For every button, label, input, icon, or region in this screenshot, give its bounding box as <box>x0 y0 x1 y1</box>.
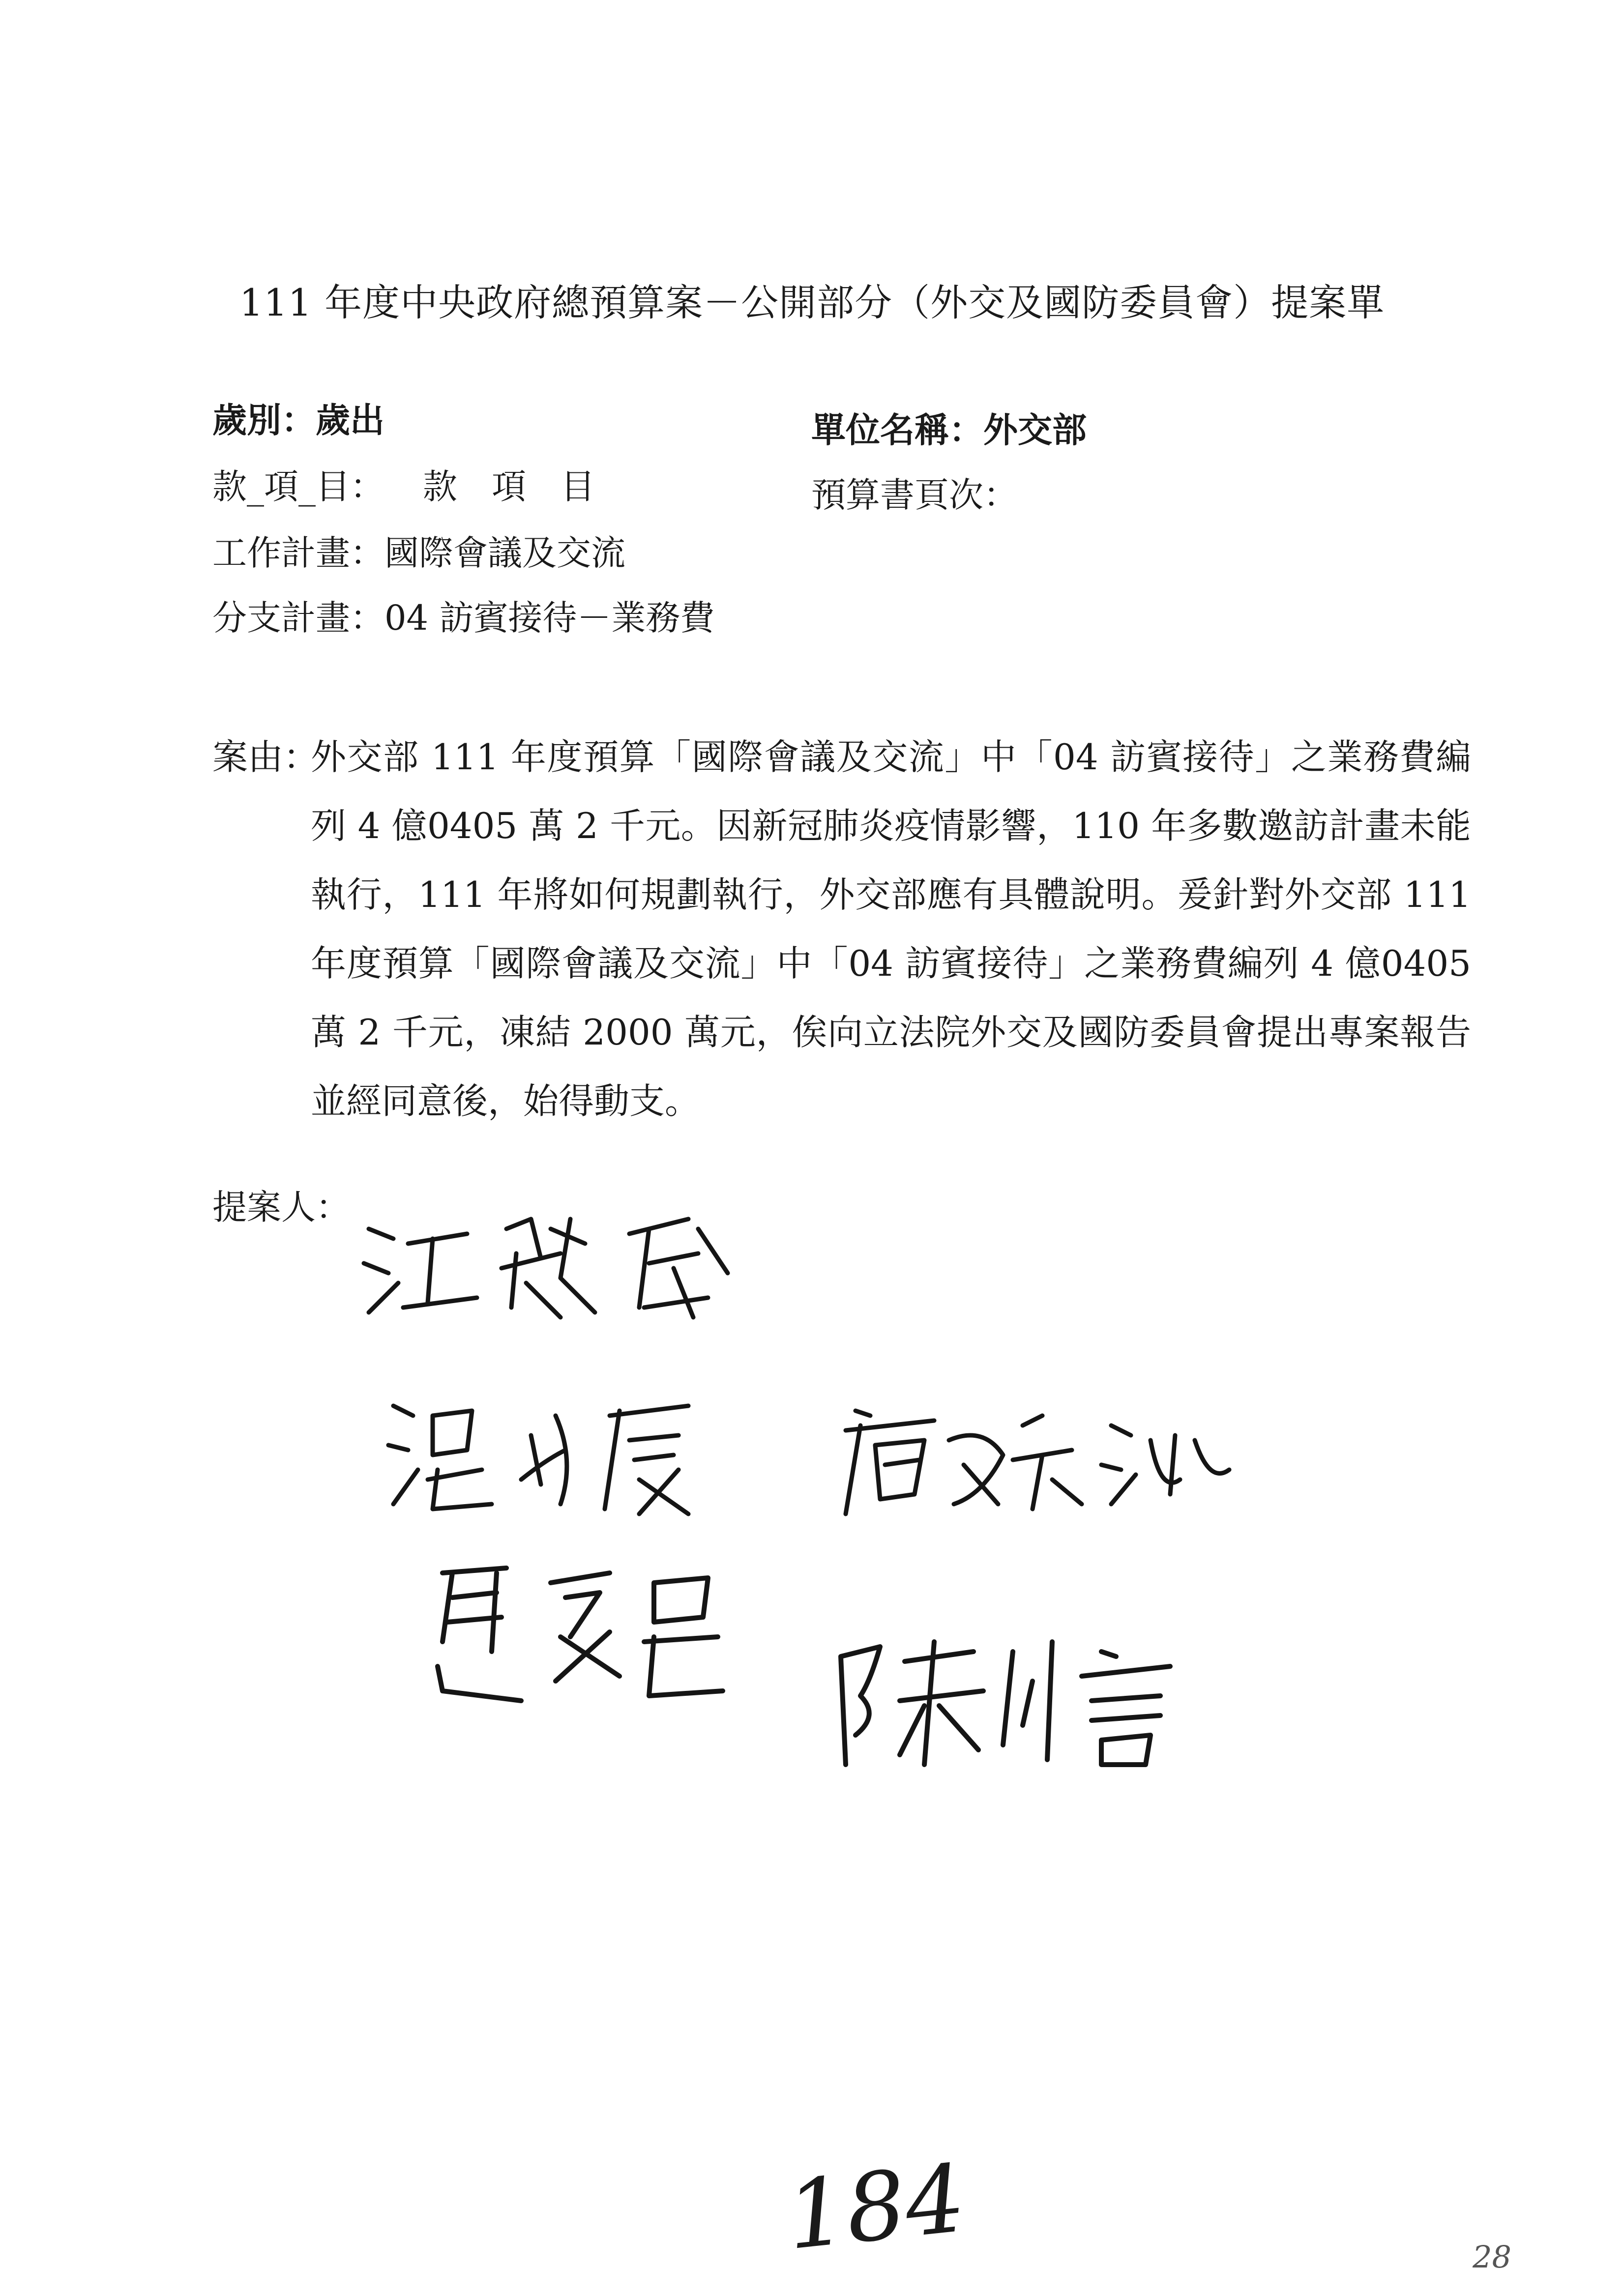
budget-page-label: 預算書頁次： <box>811 475 1018 515</box>
signature-2 <box>384 1386 777 1526</box>
proposer-label: 提案人： <box>212 1187 350 1227</box>
document-title: 111 年度中央政府總預算案－公開部分（外交及國防委員會）提案單 <box>239 281 1385 324</box>
subject-section <box>212 723 1471 1135</box>
subject-text: 外交部 111 年度預算「國際會議及交流」中「04 訪賓接待」之業務費編列 4 億0405 萬 2 千元。因新冠肺炎疫情影響，110 年多數邀訪計畫未能執行，111 年將如何規劃執行，外交部應有具體說明。爰針對外交部 111 年度預算「國際會議及交流」中「04 訪賓接待」之業務費編列 4 億0405 萬 2 千元，凍結 2000 萬元，俟向立法院外交及國防委員會提出專案報告並經同意後，始得動支。 <box>311 736 1471 1122</box>
branch-plan: 分支計畫：04 訪賓接待－業務費 <box>212 598 715 638</box>
category-label: 歲別：歲出 <box>212 400 384 440</box>
signature-3 <box>836 1396 1239 1526</box>
signature-4 <box>423 1553 777 1713</box>
item-value: 款 項 目 <box>423 466 595 507</box>
work-plan: 工作計畫：國際會議及交流 <box>212 533 625 573</box>
item-label: 款_項_目： <box>212 466 384 507</box>
subject-label: 案由： <box>212 736 319 778</box>
signature-5 <box>826 1627 1249 1772</box>
unit-name: 單位名稱：外交部 <box>811 409 1087 450</box>
corner-mark: 28 <box>1473 2239 1511 2275</box>
signature-1 <box>354 1199 757 1329</box>
page-number: 184 <box>781 2144 971 2271</box>
